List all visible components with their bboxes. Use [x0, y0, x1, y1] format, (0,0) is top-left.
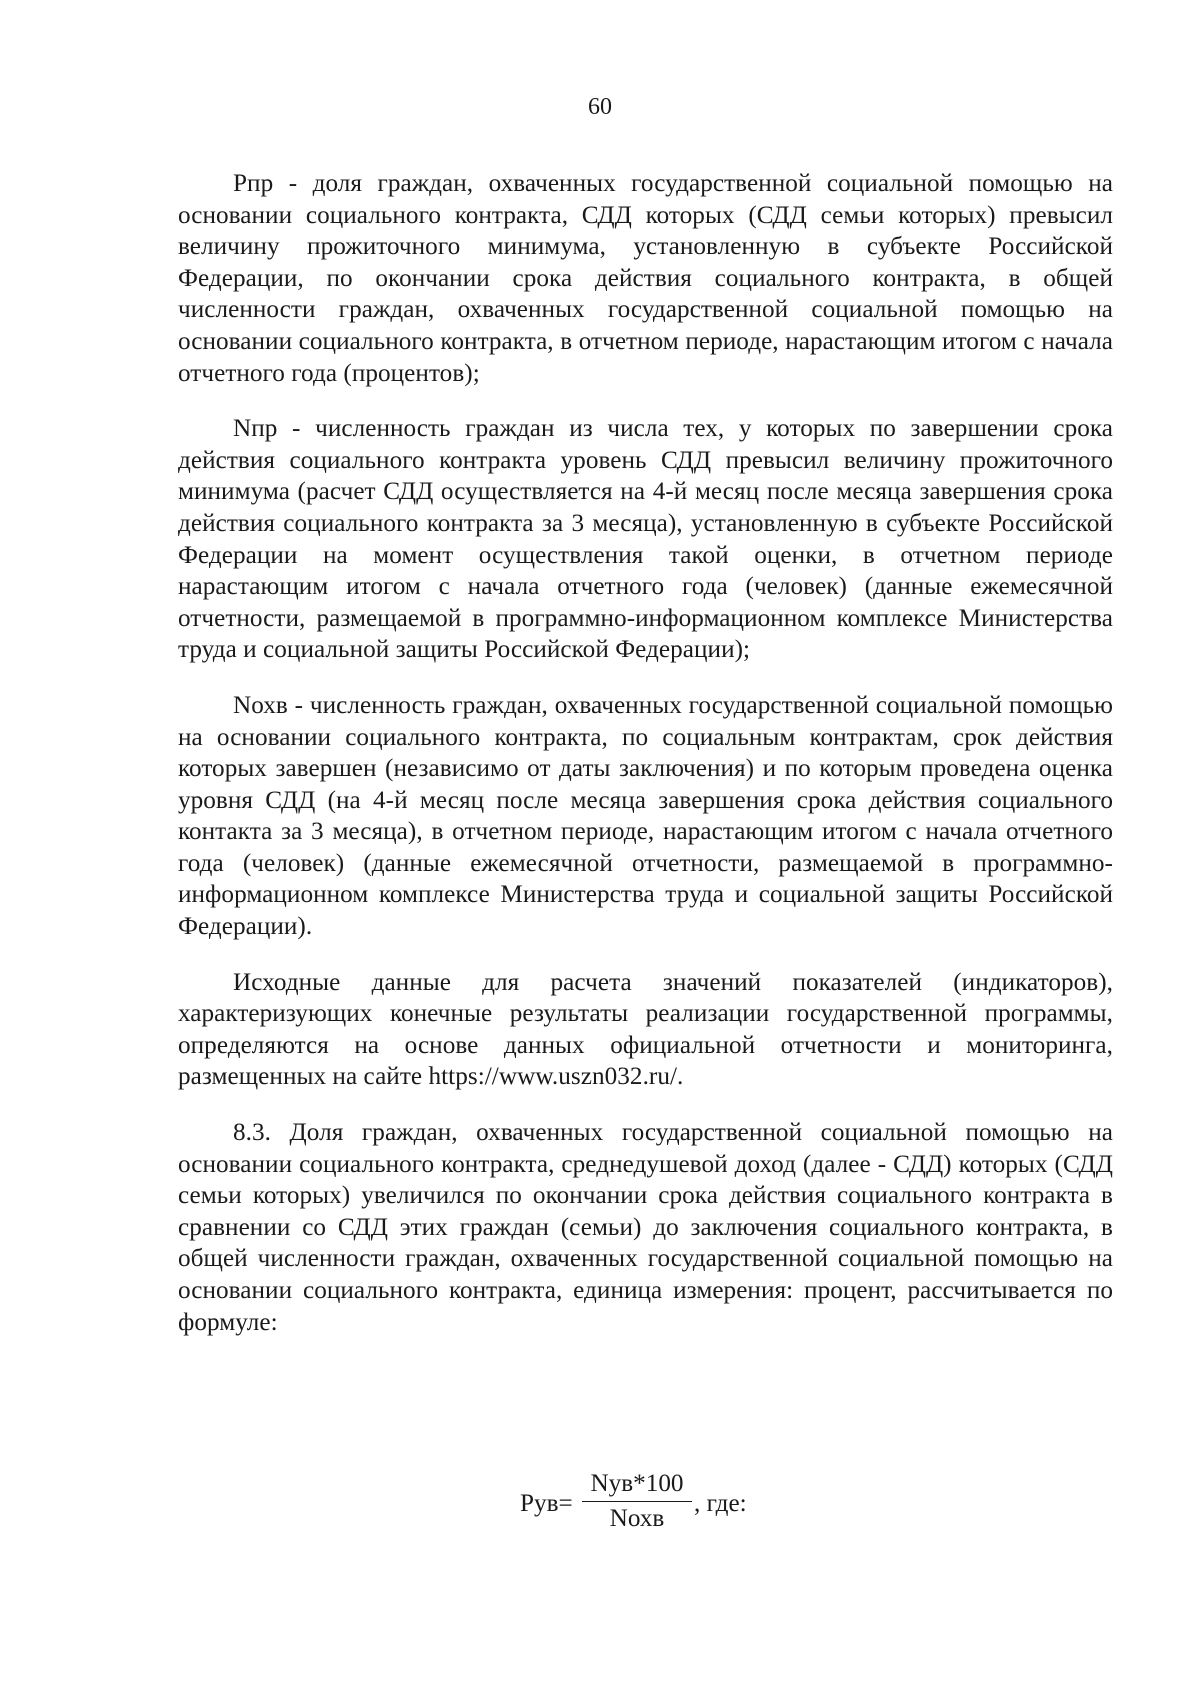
formula-fraction — [582, 1469, 692, 1534]
formula-numerator: Nув*100 — [582, 1469, 692, 1502]
paragraph-rpr-definition: Рпр - доля граждан, охваченных государственной социальной помощью на основании социального контракта, СДД которых (СДД семьи которых) превысил величину прожиточного минимума, установленную в субъекте Российской Федерации, по окончании срока действия социального контракта, в общей численности граждан, охваченных государственной социальной помощью на основании социального контракта, в отчетном периоде, нарастающим итогом с начала отчетного года (процентов); — [178, 170, 1113, 387]
page-number: 60 — [588, 94, 612, 120]
paragraph-nohv-definition: Nохв - численность граждан, охваченных государственной социальной помощью на основании социального контракта, по социальным контрактам, срок действия которых завершен (независимо от даты заключения) и по которым проведена оценка уровня СДД (на 4-й месяц после месяца завершения срока действия социального контакта за 3 месяца), в отчетном периоде, нарастающим итогом с начала отчетного года (человек) (данные ежемесячной отчетности, размещаемой в программно-информационном комплексе Министерства труда и социальной защиты Российской Федерации). — [178, 691, 1113, 941]
paragraph-source-data: Исходные данные для расчета значений показателей (индикаторов), характеризующих конечные результаты реализации государственной программы, определяются на основе данных официальной отчетности и мониторинга, размещенных на сайте https://www.uszn032.ru/. — [178, 968, 1113, 1091]
document-body — [178, 168, 1113, 1362]
formula-denominator: Nохв — [609, 1505, 665, 1532]
paragraph-section-8-3: 8.3. Доля граждан, охваченных государственной социальной помощью на основании социального контракта, среднедушевой доход (далее - СДД) которых (СДД семьи которых) увеличился по окончании срока действия социального контракта в сравнении со СДД этих граждан (семьи) до заключения социального контракта, в общей численности граждан, охваченных государственной социальной помощью на основании социального контракта, единица измерения: процент, рассчитывается по формуле: — [178, 1119, 1113, 1336]
formula-lhs: Рув= — [520, 1490, 573, 1517]
paragraph-npr-definition: Nпр - численность граждан из числа тех, у которых по завершении срока действия социального контракта уровень СДД превысил величину прожиточного минимума (расчет СДД осуществляется на 4-й месяц после месяца завершения срока действия социального контракта за 3 месяца), установленную в субъекте Российской Федерации на момент осуществления такой оценки, в отчетном периоде нарастающим итогом с начала отчетного года (человек) (данные ежемесячной отчетности, размещаемой в программно-информационном комплексе Министерства труда и социальной защиты Российской Федерации); — [178, 415, 1113, 664]
formula-tail: , где: — [694, 1490, 747, 1517]
